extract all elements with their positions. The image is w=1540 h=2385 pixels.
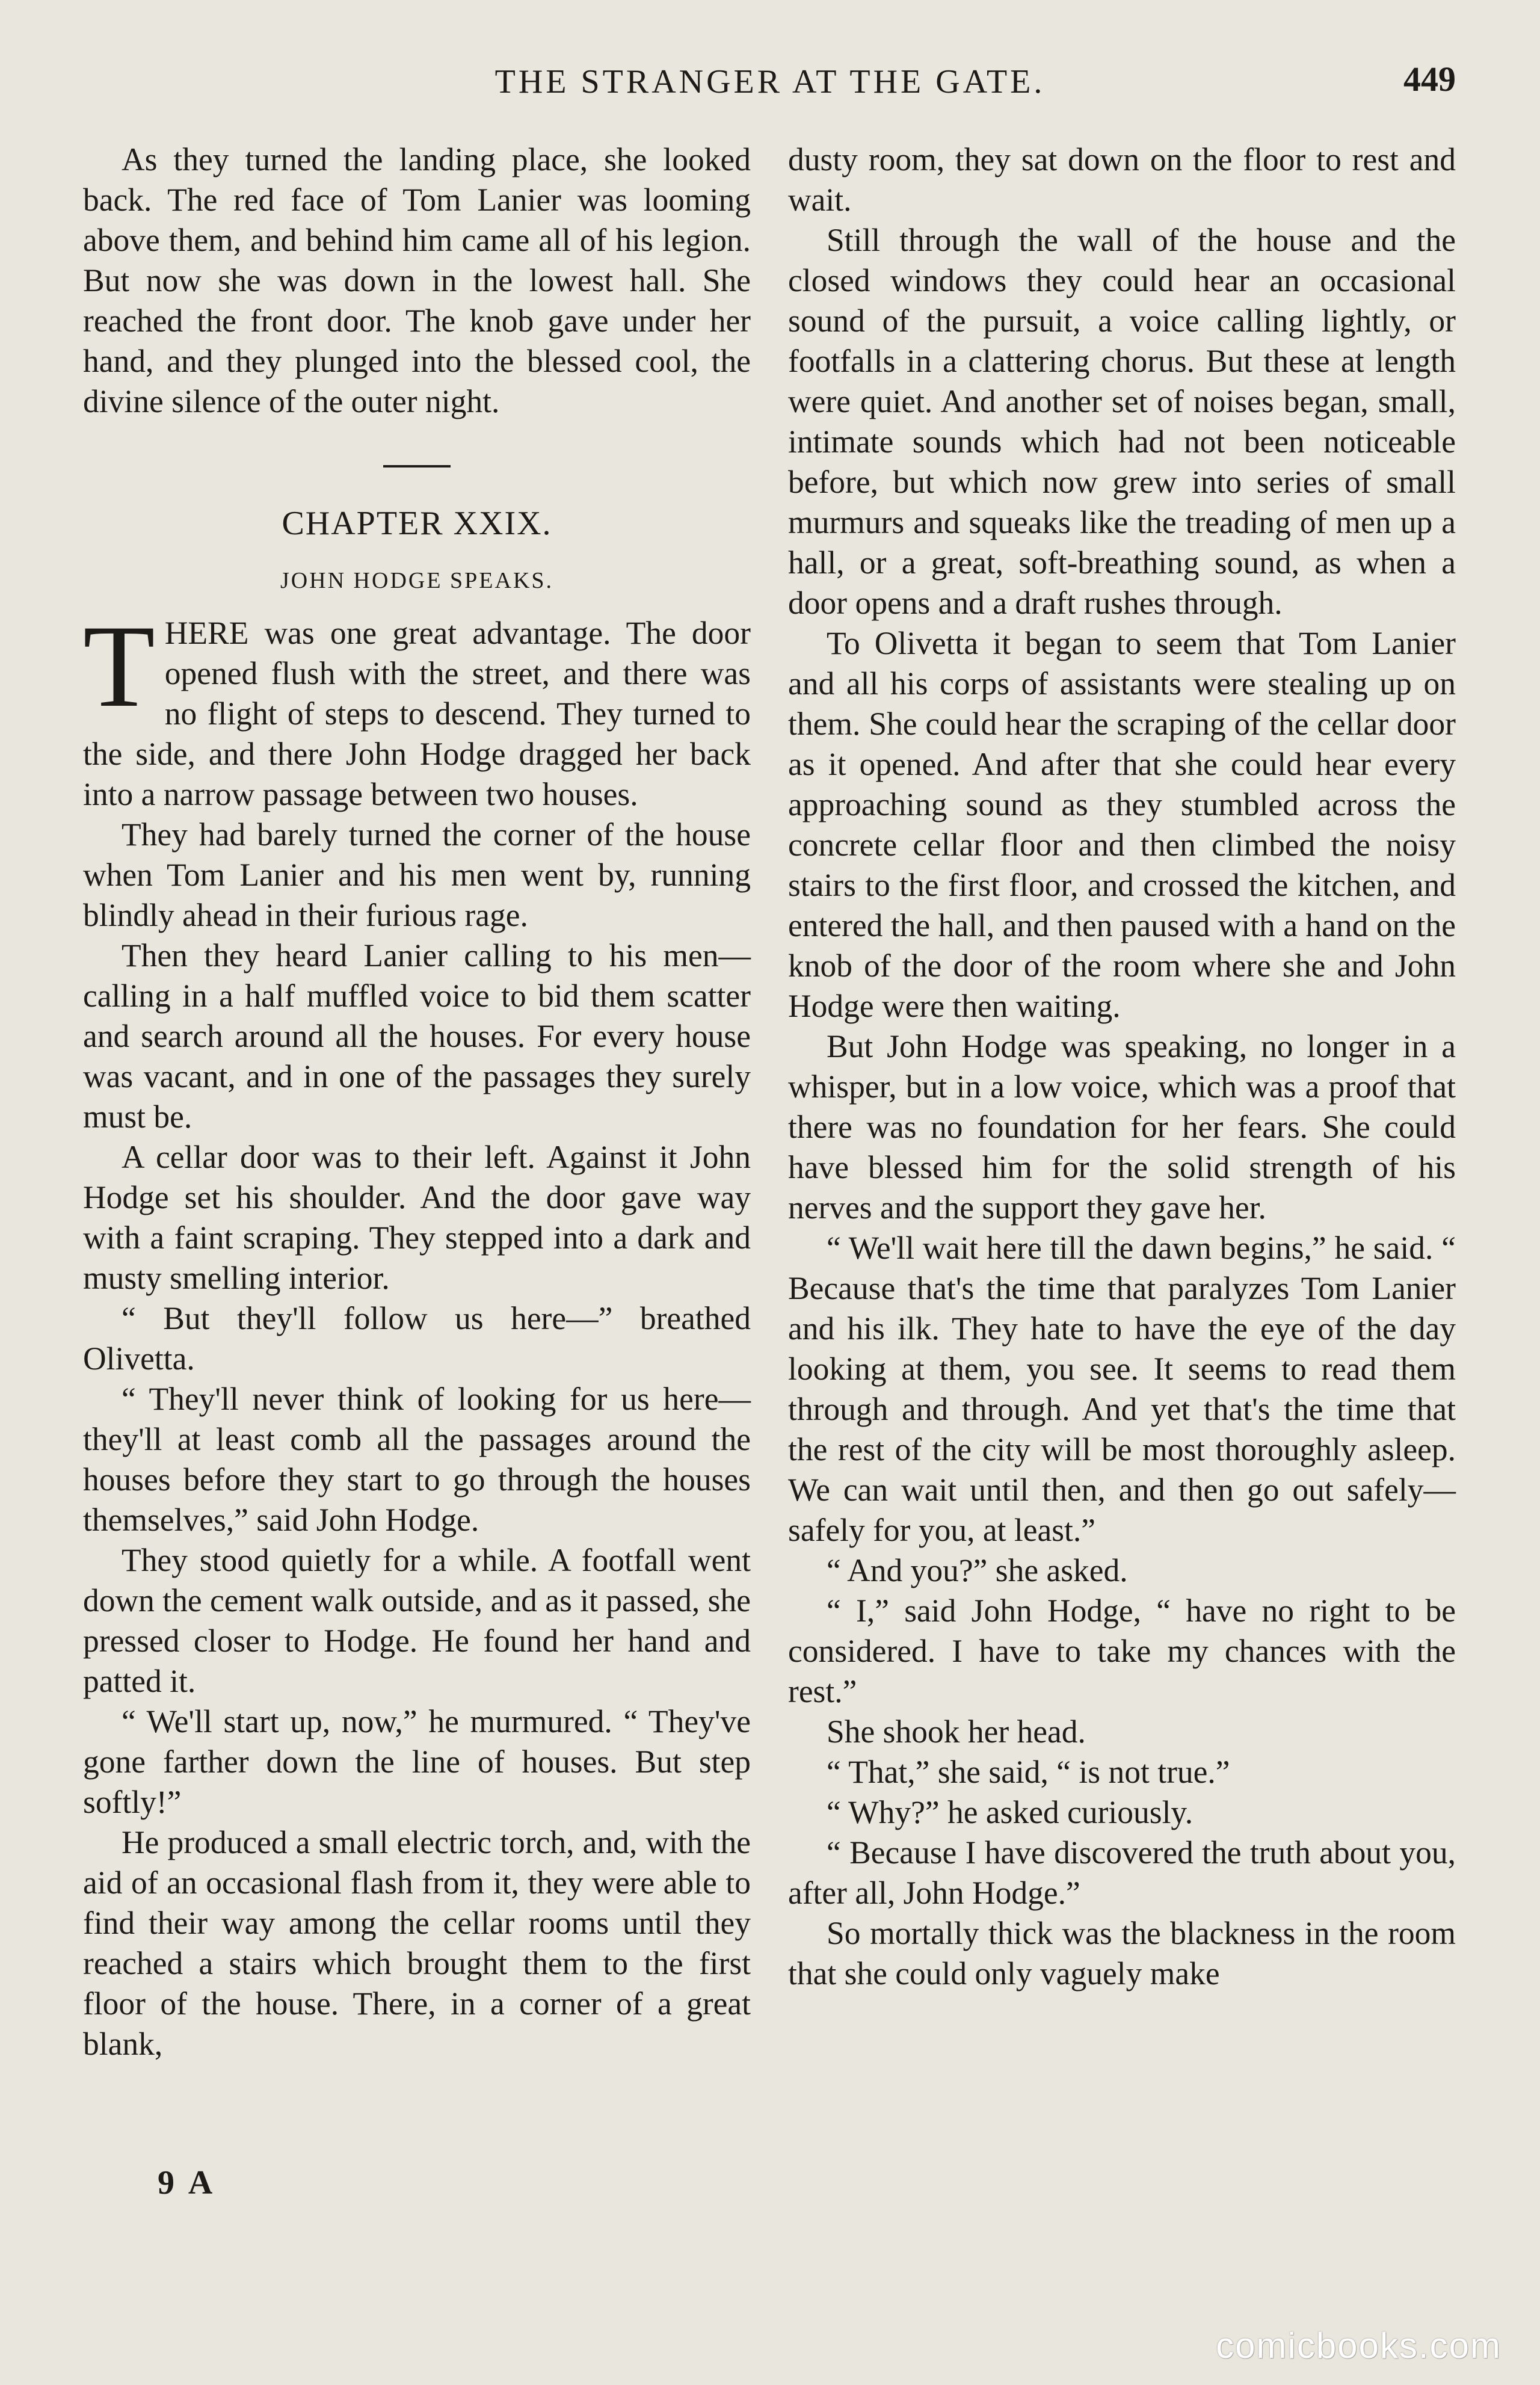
page-number: 449 [1403, 60, 1456, 99]
paragraph: “ We'll wait here till the dawn begins,” he said. “ Because that's the time that paralyzes Tom Lanier and his ilk. They hate to have the eye of the day looking at them, you see. It seems to read them through and through. And yet that's the time that the rest of the city will be most thoroughly asleep. We can wait until then, and then go out safely—safely for you, at least.” [788, 1230, 1456, 1548]
signature-mark: 9 A [158, 2164, 217, 2201]
paragraph: To Olivetta it began to seem that Tom Lanier and all his corps of assistants were stealing up on them. She could hear the scraping of the cellar door as it opened. And after that she could hear every approaching sound as they stumbled across the concrete cellar floor and then climbed the noisy stairs to the first floor, and crossed the kitchen, and entered the hall, and then paused with a hand on the knob of the door of the room where she and John Hodge were then waiting. [788, 625, 1456, 1024]
chapter-subtitle: JOHN HODGE SPEAKS. [280, 568, 554, 593]
paragraph-continued: dusty room, they sat down on the floor to rest and wait. [788, 141, 1456, 218]
paragraph: As they turned the landing place, she looked back. The red face of Tom Lanier was looming above them, and behind him came all of his legion. But now she was down in the lowest hall. She reached the front door. The knob gave under her hand, and they plunged into the blessed cool, the divine silence of the outer night. [83, 141, 751, 419]
watermark: comicbooks.com [1216, 2325, 1502, 2366]
chapter-title: CHAPTER XXIX. [282, 505, 552, 542]
running-title: THE STRANGER AT THE GATE. [494, 63, 1046, 100]
paragraph: “ Because I have discovered the truth about you, after all, John Hodge.” [788, 1834, 1456, 1911]
paragraph: “ And you?” she asked. [827, 1552, 1128, 1588]
paragraph-text: HERE was one great advantage. The door opened flush with the street, and there was no flight of steps to descend. They turned to the side, and there John Hodge dragged her back into a narrow passage between two houses. [83, 615, 751, 812]
paragraph: “ We'll start up, now,” he murmured. “ They've gone farther down the line of houses. But step softly!” [83, 1703, 751, 1820]
paragraph: Then they heard Lanier calling to his men—calling in a half muffled voice to bid them scatter and search around all the houses. For every house was vacant, and in one of the passages they surely must be. [83, 937, 751, 1135]
paragraph: They had barely turned the corner of the house when Tom Lanier and his men went by, running blindly ahead in their furious rage. [83, 816, 751, 933]
paragraph: “ I,” said John Hodge, “ have no right to be considered. I have to take my chances with the rest.” [788, 1593, 1456, 1709]
paragraph: Still through the wall of the house and the closed windows they could hear an occasional sound of the pursuit, a voice calling lightly, or footfalls in a clattering chorus. But these at length were quiet. And another set of noises began, small, intimate sounds which had not been noticeable before, but which now grew into series of small murmurs and squeaks like the treading of men up a hall, or a great, soft-breathing sound, as when a door opens and a draft rushes through. [788, 222, 1456, 621]
paragraph: “ They'll never think of looking for us here—they'll at least comb all the passages around the houses before they start to go through the houses themselves,” said John Hodge. [83, 1381, 751, 1538]
drop-cap: T [83, 601, 155, 732]
paragraph: “ That,” she said, “ is not true.” [827, 1754, 1230, 1790]
paragraph: So mortally thick was the blackness in the room that she could only vaguely make [788, 1915, 1456, 1992]
right-column [788, 140, 1456, 1994]
paragraph: He produced a small electric torch, and, with the aid of an occasional flash from it, they were able to find their way among the cellar rooms until they reached a stairs which brought them to the first floor of the house. There, in a corner of a great blank, [83, 1824, 751, 2062]
paragraph: “ Why?” he asked curiously. [827, 1794, 1194, 1830]
left-column [83, 140, 751, 2064]
paragraph: A cellar door was to their left. Against it John Hodge set his shoulder. And the door gave way with a faint scraping. They stepped into a dark and musty smelling interior. [83, 1139, 751, 1296]
paragraph-with-drop-cap [83, 601, 751, 815]
section-divider [383, 465, 451, 467]
paragraph: But John Hodge was speaking, no longer in a whisper, but in a low voice, which was a proof that there was no foundation for her fears. She could have blessed him for the solid strength of his nerves and the support they gave her. [788, 1028, 1456, 1226]
paragraph: They stood quietly for a while. A footfall went down the cement walk outside, and as it passed, she pressed closer to Hodge. He found her hand and patted it. [83, 1542, 751, 1699]
paragraph: She shook her head. [827, 1714, 1086, 1750]
paragraph: “ But they'll follow us here—” breathed Olivetta. [83, 1300, 751, 1377]
